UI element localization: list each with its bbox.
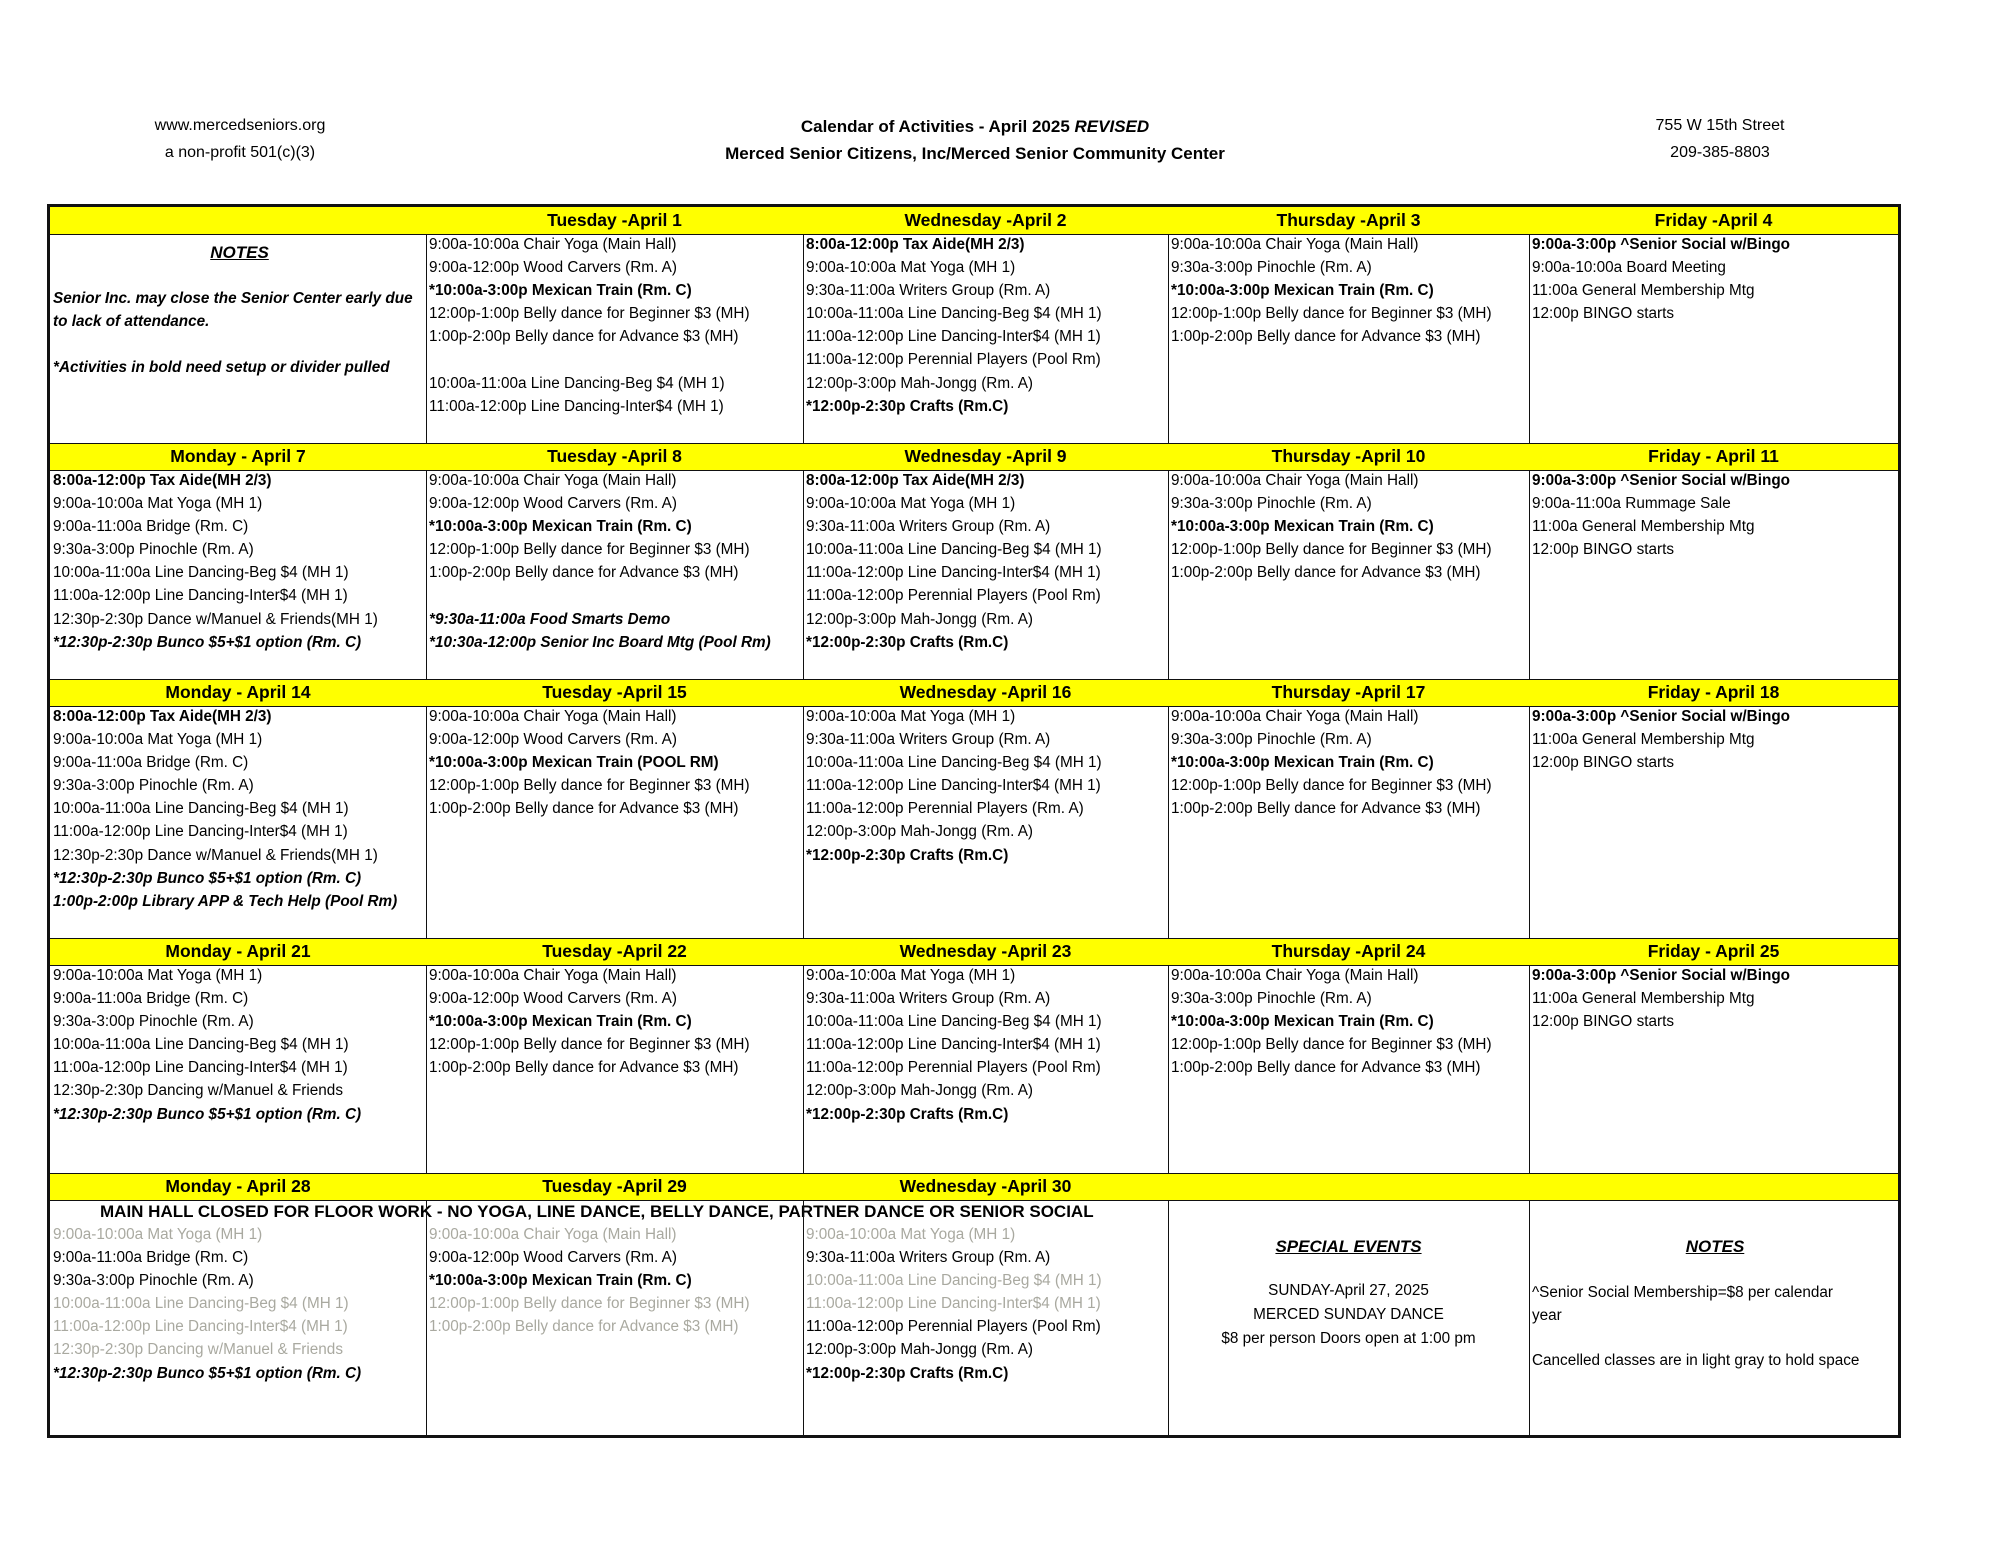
day-cell <box>1529 705 1898 774</box>
day-cell <box>803 964 1168 1126</box>
activity-item: 12:30p-2:30p Dancing w/Manuel & Friends <box>53 1082 343 1100</box>
activity-item: 9:00a-10:00a Chair Yoga (Main Hall) <box>429 236 677 253</box>
activity-item: 10:00a-11:00a Line Dancing-Beg $4 (MH 1) <box>806 305 1102 323</box>
activity-item: 9:00a-12:00p Wood Carvers (Rm. A) <box>429 495 677 513</box>
main-hall-closed-banner: MAIN HALL CLOSED FOR FLOOR WORK - NO YOGA, LINE DANCE, BELLY DANCE, PARTNER DANCE OR SENIOR SOCIAL <box>100 1202 1094 1221</box>
activity-item: 12:00p-1:00p Belly dance for Beginner $3 (MH) <box>429 1295 750 1313</box>
activity-item: *10:00a-3:00p Mexican Train (Rm. C) <box>429 518 692 536</box>
day-header: Friday - April 11 <box>1648 446 1779 466</box>
day-header: Friday - April 18 <box>1647 682 1780 702</box>
notes-bottom-line3: Cancelled classes are in light gray to hold space <box>1532 1352 1860 1370</box>
activity-item: 9:00a-10:00a Mat Yoga (MH 1) <box>53 731 263 749</box>
activity-item: 9:00a-10:00a Chair Yoga (Main Hall) <box>1171 967 1419 984</box>
activity-item: 12:00p-3:00p Mah-Jongg (Rm. A) <box>806 374 1034 392</box>
activity-item: 11:00a General Membership Mtg <box>1532 990 1755 1008</box>
activity-item: 9:00a-12:00p Wood Carvers (Rm. A) <box>429 990 677 1008</box>
day-cell <box>426 469 803 654</box>
day-header: Friday -April 4 <box>1654 210 1773 230</box>
day-cell <box>1168 705 1529 820</box>
activity-item: *10:00a-3:00p Mexican Train (Rm. C) <box>1171 754 1434 772</box>
activity-item: 9:00a-10:00a Mat Yoga (MH 1) <box>806 967 1016 984</box>
day-header: Thursday -April 3 <box>1276 210 1421 230</box>
activity-item: 9:30a-3:00p Pinochle (Rm. A) <box>53 777 254 795</box>
activity-item: 9:30a-3:00p Pinochle (Rm. A) <box>1171 731 1372 749</box>
activity-item: 9:30a-11:00a Writers Group (Rm. A) <box>806 990 1051 1008</box>
day-cell <box>50 469 426 654</box>
day-header: Tuesday -April 1 <box>547 210 682 230</box>
activity-item: 11:00a-12:00p Line Dancing-Inter$4 (MH 1) <box>806 564 1101 582</box>
activity-item: 11:00a-12:00p Line Dancing-Inter$4 (MH 1) <box>53 823 348 841</box>
activity-item: 9:00a-10:00a Chair Yoga (Main Hall) <box>1171 708 1419 725</box>
day-header <box>1168 1173 1529 1201</box>
activity-item: 10:00a-11:00a Line Dancing-Beg $4 (MH 1) <box>806 1272 1102 1290</box>
activity-item: 8:00a-12:00p Tax Aide(MH 2/3) <box>806 236 1025 253</box>
activity-item: 10:00a-11:00a Line Dancing-Beg $4 (MH 1) <box>806 541 1102 559</box>
activity-item: 11:00a-12:00p Perennial Players (Pool Rm) <box>806 351 1101 369</box>
activity-item: 11:00a-12:00p Line Dancing-Inter$4 (MH 1) <box>806 777 1101 795</box>
day-header <box>1529 1173 1898 1201</box>
day-cell <box>803 233 1168 418</box>
day-cell <box>426 1223 803 1338</box>
activity-item: 9:00a-10:00a Mat Yoga (MH 1) <box>53 967 263 984</box>
activity-item: 9:00a-10:00a Mat Yoga (MH 1) <box>806 495 1016 513</box>
activity-item: 9:00a-11:00a Bridge (Rm. C) <box>53 518 249 536</box>
activity-item: 9:00a-11:00a Bridge (Rm. C) <box>53 990 249 1008</box>
day-cell <box>803 705 1168 867</box>
activity-item: 9:00a-12:00p Wood Carvers (Rm. A) <box>429 259 677 277</box>
calendar-grid <box>47 204 1901 1438</box>
notes-bottom-title: NOTES <box>1685 1237 1745 1256</box>
activity-item: 12:00p-1:00p Belly dance for Beginner $3 (MH) <box>1171 1036 1492 1054</box>
activity-item: 12:00p-1:00p Belly dance for Beginner $3 (MH) <box>429 541 750 559</box>
activity-item: *10:00a-3:00p Mexican Train (Rm. C) <box>1171 518 1434 536</box>
notes-bottom-line1: ^Senior Social Membership=$8 per calendar <box>1532 1284 1833 1301</box>
activity-item: *10:00a-3:00p Mexican Train (Rm. C) <box>429 1272 692 1290</box>
day-header: Wednesday -April 23 <box>899 941 1072 961</box>
phone: 209-385-8803 <box>1670 144 1770 161</box>
activity-item: 12:00p-3:00p Mah-Jongg (Rm. A) <box>806 1341 1034 1359</box>
activity-item: 12:30p-2:30p Dance w/Manuel & Friends(MH 1) <box>53 846 378 864</box>
activity-item: 10:00a-11:00a Line Dancing-Beg $4 (MH 1) <box>53 800 349 818</box>
activity-item: 9:00a-3:00p ^Senior Social w/Bingo <box>1532 236 1791 253</box>
activity-item: 12:30p-2:30p Dancing w/Manuel & Friends <box>53 1341 343 1359</box>
activity-item: 9:00a-10:00a Mat Yoga (MH 1) <box>806 1226 1016 1243</box>
activity-item: 1:00p-2:00p Belly dance for Advance $3 (MH) <box>1171 1059 1481 1077</box>
activity-item: 9:00a-10:00a Mat Yoga (MH 1) <box>806 259 1016 277</box>
activity-item: 10:00a-11:00a Line Dancing-Beg $4 (MH 1) <box>53 1295 349 1313</box>
notes-top-line3: *Activities in bold need setup or divider pulled <box>53 359 390 377</box>
day-header: Tuesday -April 29 <box>542 1176 687 1196</box>
day-header: Tuesday -April 8 <box>547 446 682 466</box>
column-divider <box>1168 207 1169 1435</box>
activity-item: 9:00a-10:00a Mat Yoga (MH 1) <box>806 708 1016 725</box>
activity-item: 12:00p-3:00p Mah-Jongg (Rm. A) <box>806 1082 1034 1100</box>
activity-item: 11:00a General Membership Mtg <box>1532 282 1755 300</box>
activity-item: 1:00p-2:00p Belly dance for Advance $3 (MH) <box>429 328 739 346</box>
activity-item: *10:00a-3:00p Mexican Train (Rm. C) <box>1171 1013 1434 1031</box>
website-link[interactable]: www.mercedseniors.org <box>154 117 326 134</box>
day-cell <box>1529 233 1898 325</box>
activity-item: 1:00p-2:00p Belly dance for Advance $3 (MH) <box>1171 800 1481 818</box>
activity-item: 9:00a-10:00a Mat Yoga (MH 1) <box>53 1226 263 1243</box>
activity-item: *10:00a-3:00p Mexican Train (Rm. C) <box>429 282 692 300</box>
activity-item: 9:00a-10:00a Chair Yoga (Main Hall) <box>429 708 677 725</box>
activity-item: 9:00a-11:00a Bridge (Rm. C) <box>53 754 249 772</box>
day-cell <box>426 964 803 1079</box>
activity-item: 9:30a-11:00a Writers Group (Rm. A) <box>806 282 1051 300</box>
activity-item: 12:00p-1:00p Belly dance for Beginner $3 (MH) <box>429 777 750 795</box>
activity-item: 10:00a-11:00a Line Dancing-Beg $4 (MH 1) <box>429 374 725 392</box>
activity-item: *12:00p-2:30p Crafts (Rm.C) <box>806 633 1009 651</box>
activity-item: *10:00a-3:00p Mexican Train (POOL RM) <box>429 754 719 772</box>
activity-item: 11:00a-12:00p Line Dancing-Inter$4 (MH 1) <box>806 1036 1101 1054</box>
activity-item: 12:00p-3:00p Mah-Jongg (Rm. A) <box>806 610 1034 628</box>
activity-item: 9:30a-3:00p Pinochle (Rm. A) <box>1171 495 1372 513</box>
activity-item: *12:00p-2:30p Crafts (Rm.C) <box>806 1105 1009 1123</box>
activity-item: 9:00a-10:00a Chair Yoga (Main Hall) <box>1171 236 1419 253</box>
nonprofit-label: a non-profit 501(c)(3) <box>164 144 316 161</box>
activity-item: 9:00a-10:00a Chair Yoga (Main Hall) <box>1171 472 1419 489</box>
activity-item: 8:00a-12:00p Tax Aide(MH 2/3) <box>53 708 272 725</box>
day-header: Wednesday -April 16 <box>899 682 1072 702</box>
activity-item: 8:00a-12:00p Tax Aide(MH 2/3) <box>806 472 1025 489</box>
activity-item: 11:00a-12:00p Perennial Players (Pool Rm) <box>806 1059 1101 1077</box>
activity-item: 12:00p-1:00p Belly dance for Beginner $3 (MH) <box>429 305 750 323</box>
activity-item: 1:00p-2:00p Belly dance for Advance $3 (MH) <box>1171 564 1481 582</box>
activity-item: *12:00p-2:30p Crafts (Rm.C) <box>806 1364 1009 1382</box>
activity-item <box>429 348 803 371</box>
day-cell <box>1168 469 1529 584</box>
activity-item: *10:30a-12:00p Senior Inc Board Mtg (Pool Rm) <box>429 633 771 651</box>
special-events-title: SPECIAL EVENTS <box>1275 1237 1422 1256</box>
activity-item: 9:30a-3:00p Pinochle (Rm. A) <box>1171 990 1372 1008</box>
activity-item: 9:00a-11:00a Rummage Sale <box>1532 495 1731 513</box>
day-header: Monday - April 21 <box>165 941 311 961</box>
activity-item: 10:00a-11:00a Line Dancing-Beg $4 (MH 1) <box>806 1013 1102 1031</box>
day-cell <box>50 964 426 1126</box>
day-header: Wednesday -April 2 <box>904 210 1067 230</box>
activity-item: *10:00a-3:00p Mexican Train (Rm. C) <box>429 1013 692 1031</box>
activity-item: 12:00p-1:00p Belly dance for Beginner $3 (MH) <box>1171 541 1492 559</box>
activity-item: 9:30a-3:00p Pinochle (Rm. A) <box>1171 259 1372 277</box>
activity-item: 9:30a-11:00a Writers Group (Rm. A) <box>806 731 1051 749</box>
activity-item: 9:30a-3:00p Pinochle (Rm. A) <box>53 1272 254 1290</box>
activity-item: 1:00p-2:00p Belly dance for Advance $3 (MH) <box>429 564 739 582</box>
day-cell <box>1168 964 1529 1079</box>
day-cell <box>1529 469 1898 561</box>
activity-item: 1:00p-2:00p Belly dance for Advance $3 (MH) <box>429 1318 739 1336</box>
day-cell <box>426 233 803 418</box>
day-cell <box>1168 233 1529 348</box>
activity-item: 12:00p-1:00p Belly dance for Beginner $3 (MH) <box>429 1036 750 1054</box>
activity-item: 11:00a General Membership Mtg <box>1532 731 1755 749</box>
day-cell <box>426 705 803 820</box>
day-header: Tuesday -April 22 <box>542 941 687 961</box>
activity-item: *12:30p-2:30p Bunco $5+$1 option (Rm. C) <box>53 1105 362 1123</box>
activity-item: 9:00a-12:00p Wood Carvers (Rm. A) <box>429 1249 677 1267</box>
activity-item: 9:00a-3:00p ^Senior Social w/Bingo <box>1532 967 1791 984</box>
day-header: Monday - April 14 <box>165 682 311 702</box>
activity-item: 12:00p-1:00p Belly dance for Beginner $3 (MH) <box>1171 777 1492 795</box>
activity-item: *12:30p-2:30p Bunco $5+$1 option (Rm. C) <box>53 869 362 887</box>
activity-item: 12:00p BINGO starts <box>1532 1013 1674 1031</box>
activity-item: 11:00a-12:00p Perennial Players (Rm. A) <box>806 800 1084 818</box>
day-header: Monday - April 7 <box>170 446 306 466</box>
activity-item: 11:00a General Membership Mtg <box>1532 518 1755 536</box>
notes-top-line1: Senior Inc. may close the Senior Center early due <box>53 290 413 307</box>
activity-item: 9:00a-11:00a Bridge (Rm. C) <box>53 1249 249 1267</box>
day-header: Monday - April 28 <box>165 1176 311 1196</box>
activity-item <box>429 584 803 607</box>
activity-item: 11:00a-12:00p Line Dancing-Inter$4 (MH 1) <box>53 1318 348 1336</box>
special-events-line1: SUNDAY-April 27, 2025 <box>1268 1282 1429 1299</box>
notes-bottom-line2: year <box>1532 1307 1562 1325</box>
day-cell <box>50 1223 426 1385</box>
activity-item: 11:00a-12:00p Line Dancing-Inter$4 (MH 1) <box>806 1295 1101 1313</box>
notes-bottom <box>1529 1235 1898 1372</box>
day-header: Wednesday -April 30 <box>899 1176 1072 1196</box>
activity-item: *12:00p-2:30p Crafts (Rm.C) <box>806 397 1009 415</box>
activity-item: 8:00a-12:00p Tax Aide(MH 2/3) <box>53 472 272 489</box>
notes-top-line2: to lack of attendance. <box>53 313 210 331</box>
day-header: Tuesday -April 15 <box>542 682 687 702</box>
activity-item: 9:30a-3:00p Pinochle (Rm. A) <box>53 1013 254 1031</box>
day-header: Thursday -April 24 <box>1271 941 1426 961</box>
day-cell <box>803 469 1168 654</box>
day-header: Thursday -April 10 <box>1271 446 1426 466</box>
activity-item: 1:00p-2:00p Library APP & Tech Help (Pool Rm) <box>53 892 398 910</box>
day-cell <box>803 1223 1168 1385</box>
activity-item: 12:00p BINGO starts <box>1532 305 1674 323</box>
notes-top <box>50 233 426 379</box>
day-header: Thursday -April 17 <box>1271 682 1426 702</box>
special-events <box>1168 1235 1529 1351</box>
activity-item: 11:00a-12:00p Perennial Players (Pool Rm) <box>806 1318 1101 1336</box>
activity-item: 12:00p-1:00p Belly dance for Beginner $3 (MH) <box>1171 305 1492 323</box>
subtitle: Merced Senior Citizens, Inc/Merced Senior Community Center <box>725 144 1225 163</box>
title-main: Calendar of Activities - April 2025 <box>800 117 1075 136</box>
activity-item: *12:00p-2:30p Crafts (Rm.C) <box>806 846 1009 864</box>
title-revised: REVISED <box>1074 117 1150 136</box>
activity-item: 11:00a-12:00p Line Dancing-Inter$4 (MH 1) <box>53 587 348 605</box>
activity-item: 9:00a-10:00a Chair Yoga (Main Hall) <box>429 967 677 984</box>
address: 755 W 15th Street <box>1655 117 1785 134</box>
day-header: Friday - April 25 <box>1647 941 1780 961</box>
activity-item: 12:00p BINGO starts <box>1532 541 1674 559</box>
activity-item: 12:00p-3:00p Mah-Jongg (Rm. A) <box>806 823 1034 841</box>
activity-item: 9:00a-12:00p Wood Carvers (Rm. A) <box>429 731 677 749</box>
day-header: Wednesday -April 9 <box>904 446 1067 466</box>
activity-item: *10:00a-3:00p Mexican Train (Rm. C) <box>1171 282 1434 300</box>
activity-item: 9:00a-10:00a Chair Yoga (Main Hall) <box>429 1226 677 1243</box>
activity-item: 11:00a-12:00p Perennial Players (Pool Rm) <box>806 587 1101 605</box>
activity-item: *12:30p-2:30p Bunco $5+$1 option (Rm. C) <box>53 633 362 651</box>
special-events-line3: $8 per person Doors open at 1:00 pm <box>1221 1330 1476 1347</box>
day-cell <box>50 705 426 913</box>
activity-item: 10:00a-11:00a Line Dancing-Beg $4 (MH 1) <box>53 564 349 582</box>
activity-item: 9:30a-11:00a Writers Group (Rm. A) <box>806 518 1051 536</box>
activity-item: 9:30a-3:00p Pinochle (Rm. A) <box>53 541 254 559</box>
activity-item: 1:00p-2:00p Belly dance for Advance $3 (MH) <box>1171 328 1481 346</box>
activity-item: *9:30a-11:00a Food Smarts Demo <box>429 610 671 628</box>
notes-top-title: NOTES <box>210 243 269 262</box>
activity-item: 9:00a-3:00p ^Senior Social w/Bingo <box>1532 708 1791 725</box>
activity-item: 1:00p-2:00p Belly dance for Advance $3 (MH) <box>429 1059 739 1077</box>
activity-item: 10:00a-11:00a Line Dancing-Beg $4 (MH 1) <box>53 1036 349 1054</box>
activity-item: 1:00p-2:00p Belly dance for Advance $3 (MH) <box>429 800 739 818</box>
day-header <box>50 207 426 235</box>
activity-item: 9:00a-10:00a Board Meeting <box>1532 259 1726 277</box>
activity-item: 9:00a-10:00a Mat Yoga (MH 1) <box>53 495 263 513</box>
activity-item: 9:00a-10:00a Chair Yoga (Main Hall) <box>429 472 677 489</box>
activity-item: 11:00a-12:00p Line Dancing-Inter$4 (MH 1) <box>53 1059 348 1077</box>
activity-item: 12:30p-2:30p Dance w/Manuel & Friends(MH 1) <box>53 610 378 628</box>
activity-item: 9:00a-3:00p ^Senior Social w/Bingo <box>1532 472 1791 489</box>
special-events-line2: MERCED SUNDAY DANCE <box>1253 1306 1444 1323</box>
activity-item: 9:30a-11:00a Writers Group (Rm. A) <box>806 1249 1051 1267</box>
activity-item: 11:00a-12:00p Line Dancing-Inter$4 (MH 1) <box>806 328 1101 346</box>
activity-item: 10:00a-11:00a Line Dancing-Beg $4 (MH 1) <box>806 754 1102 772</box>
day-cell <box>1529 964 1898 1033</box>
activity-item: 11:00a-12:00p Line Dancing-Inter$4 (MH 1) <box>429 397 724 415</box>
column-divider <box>1529 207 1530 1435</box>
activity-item: *12:30p-2:30p Bunco $5+$1 option (Rm. C) <box>53 1364 362 1382</box>
activity-item: 12:00p BINGO starts <box>1532 754 1674 772</box>
header-right <box>1590 112 1850 166</box>
